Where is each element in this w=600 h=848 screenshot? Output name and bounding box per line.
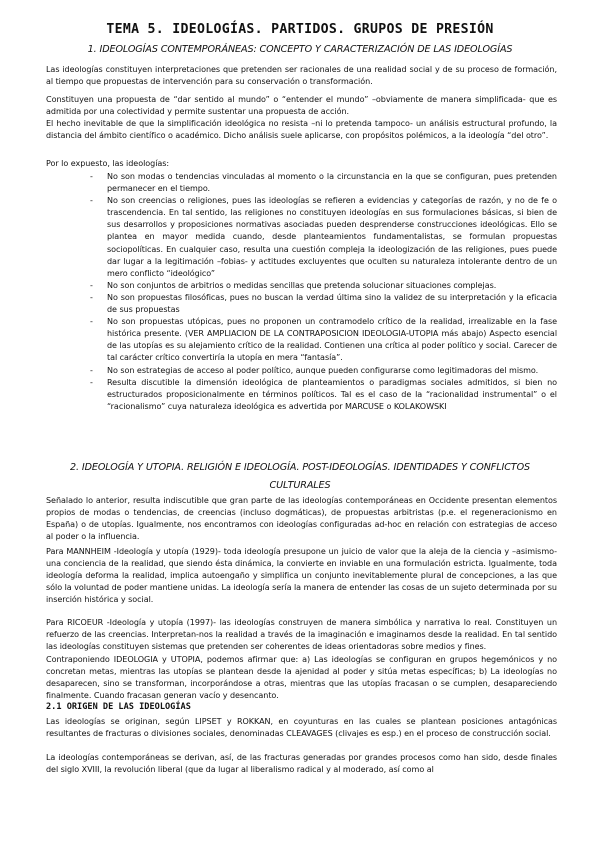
section-heading-2: 2. IDEOLOGÍA Y UTOPIA. RELIGIÓN E IDEOLOGÍA. POST-IDEOLOGÍAS. IDENTIDADES Y CONFLICTOS CULTURALES — [69, 462, 531, 491]
list-item: - Resulta discutible la dimensión ideológica de planteamientos o paradigmas sociales admitidos, si bien no estructurados proposicionalmente en términos políticos. Tal es el caso de la “racionalidad instrumental” o el “racionalismo” cuya naturaleza ideológica es advertida por MARCUSE o KOLAKOWSKI — [90, 377, 557, 411]
paragraph: Para MANNHEIM -Ideología y utopía (1929)- toda ideología presupone un juicio de valor que la aleja de la ciencia y –asimismo- una conciencia de la realidad, que siendo ésta dinámica, la convierte en inviable en una formulación estricta. Igualmente, toda ideología deforma la realidad, implica autoengaño y simplifica un conjunto inevitablemente plural de concepciones, a las que sólo la voluntad de poder mantiene unidas. La ideología sería la manera de entender las cosas de un sujeto determinada por su inserción histórica y social. — [46, 547, 557, 605]
list-item: - No son estrategias de acceso al poder político, aunque pueden configurarse como legitimadoras del mismo. — [90, 365, 539, 375]
paragraph: Señalado lo anterior, resulta indiscutible que gran parte de las ideologías contemporáneas en Occidente presentan elementos propios de modas o tendencias, de creencias (incluso dogmáticas), de propuestas arbitristas (p.e. el regeneracionismo en España) o de utopías. Igualmente, nos encontramos con ideologías configuradas ad-hoc en relación con estrategias de acceso al poder o la influencia. — [46, 496, 557, 542]
paragraph: El hecho inevitable de que la simplificación ideológica no resista –ni lo pretenda tampoco- un análisis estructural profundo, la distancia del ámbito científico o académico. Dicho análisis suele aplicarse, con propósitos polémicos, a la ideología “del otro”. — [46, 119, 557, 141]
bullet-list — [90, 171, 557, 413]
paragraph: Contraponiendo IDEOLOGIA y UTOPIA, podemos afirmar que: a) Las ideologías se configuran en grupos hegemónicos y no concretan metas, mientras las utopías se plantean desde la ajenidad al poder y sitúa metas específicas; b) La ideologías no desaparecen, sino se transforman, incorporándose a otras, mientras que las utopías fracasan o se cumplen, desapareciendo finalmente. Cuando fracasan generan vacío y desencanto. — [46, 655, 557, 701]
list-item: - No son modas o tendencias vinculadas al momento o la circunstancia en la que se configuran, pues pretenden permanecer en el tiempo. — [90, 172, 557, 194]
paragraph: Las ideologías se originan, según LIPSET y ROKKAN, en coyunturas en las cuales se plantean posiciones antagónicas resultantes de fracturas o divisiones sociales, denominadas CLEAVAGES (clivajes es esp.) en el proceso de construcción social. — [46, 717, 557, 739]
list-item: - No son propuestas filosóficas, pues no buscan la verdad última sino la validez de su interpretación y la eficacia de sus propuestas — [90, 292, 557, 315]
page-title: TEMA 5. IDEOLOGÍAS. PARTIDOS. GRUPOS DE PRESIÓN — [106, 22, 494, 37]
paragraph: La ideologías contemporáneas se derivan, así, de las fracturas generadas por grandes procesos como han sido, desde finales del siglo XVIII, la revolución liberal (que da lugar al liberalismo radical y al moderado, así como al — [46, 753, 557, 775]
subsection-heading: 2.1 ORIGEN DE LAS IDEOLOGÍAS — [46, 702, 191, 712]
paragraph: Para RICOEUR -Ideología y utopía (1997)- las ideologías construyen de manera simbólica y narrativa lo real. Constituyen un refuerzo de las creencias. Interpretan-nos la realidad a través de la imaginación e imaginamos desde la realidad. En tal sentido las ideologías constituyen sistemas que pretenden ser coherentes de ideas orientadoras sobre medios y fines. — [46, 618, 557, 652]
paragraph: Constituyen una propuesta de “dar sentido al mundo” o “entender el mundo” –obviamente de manera simplificada- que es admitida por una colectividad y permite sustentar una propuesta de acción. — [46, 95, 557, 117]
section-heading-1: 1. IDEOLOGÍAS CONTEMPORÁNEAS: CONCEPTO Y CARACTERIZACIÓN DE LAS IDEOLOGÍAS — [87, 44, 513, 55]
list-item: - No son conjuntos de arbitrios o medidas sencillas que pretenda solucionar situaciones complejas. — [90, 280, 497, 290]
paragraph: Las ideologías constituyen interpretaciones que pretenden ser racionales de una realidad social y de su proceso de formación, al tiempo que propuestas de intervención para su conservación o transformación. — [46, 65, 557, 87]
paragraph: Por lo expuesto, las ideologías: — [46, 159, 170, 168]
list-item: - No son propuestas utópicas, pues no proponen un contramodelo crítico de la realidad, irrealizable en la fase histórica presente. (VER AMPLIACION DE LA CONTRAPOSICION IDEOLOGIA-UTOPIA más abajo) Aspecto esencial de las utopías es su alejamiento crítico de la realidad. Contienen una crítica al poder político y social. Carecer de tal carácter crítico convertiría la utopía en mera “fantasía”. — [90, 317, 557, 363]
list-item: - No son creencias o religiones, pues las ideologías se refieren a evidencias y categorías de razón, y no de fe o trascendencia. En tal sentido, las religiones no constituyen ideologías en sus formulaciones básicas, si bien de sus desarrollos y proposiciones normativas asociadas pueden desprenderse construcciones ideológicas. Ello se plantea en mayor medida cuando, desde planteamientos fundamentalistas, se formulan propuestas sociopolíticas. En cualquier caso, resulta una cuestión compleja la ideologización de las religiones, pues puede dar lugar a la legitimación –fobias- y actitudes excluyentes que oculten su naturaleza intolerante dentro de un mero conflicto “ideológico” — [90, 196, 557, 278]
